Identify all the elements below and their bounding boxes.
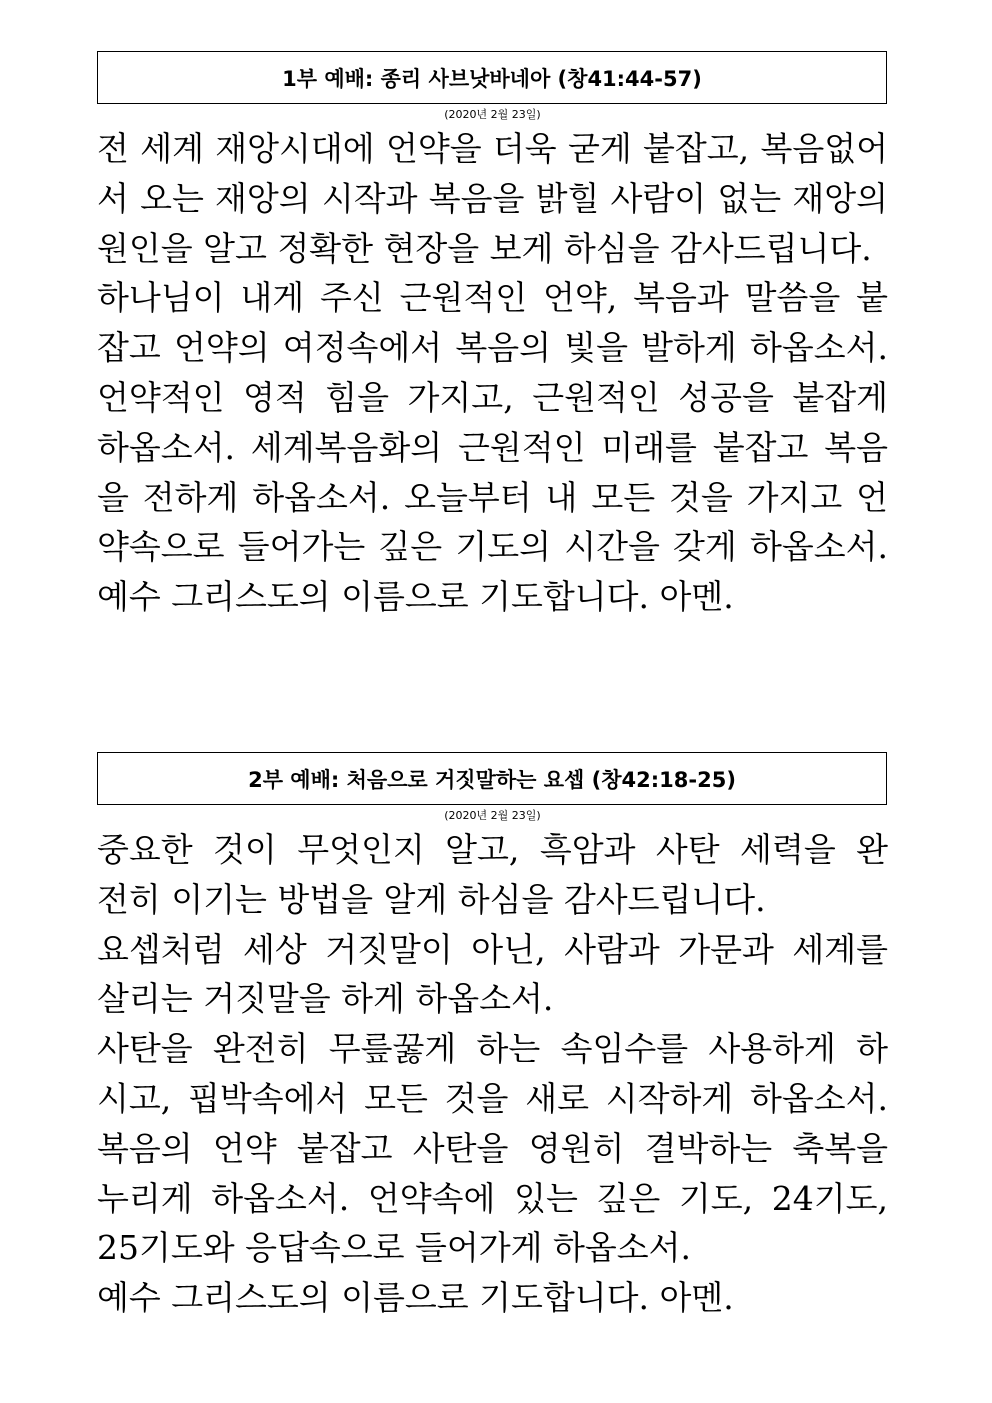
prayer-line: 잡고 언약의 여정속에서 복음의 빛을 발하게 하옵소서. bbox=[97, 328, 888, 368]
prayer-line: 중요한 것이 무엇인지 알고, 흑암과 사탄 세력을 완 bbox=[97, 830, 888, 869]
prayer-line: 요셉처럼 세상 거짓말이 아닌, 사람과 가문과 세계를 bbox=[97, 929, 888, 969]
prayer-line: 예수 그리스도의 이름으로 기도합니다. 아멘. bbox=[97, 577, 734, 617]
prayer-line: 살리는 거짓말을 하게 하옵소서. bbox=[97, 979, 554, 1019]
prayer-line: 25기도와 응답속으로 들어가게 하옵소서. bbox=[97, 1228, 691, 1268]
section-title-box bbox=[97, 752, 887, 805]
prayer-text bbox=[97, 124, 888, 622]
prayer-line: 전 세계 재앙시대에 언약을 더욱 굳게 붙잡고, 복음없어 bbox=[97, 129, 888, 168]
prayer-line: 예수 그리스도의 이름으로 기도합니다. 아멘. bbox=[97, 1278, 734, 1318]
prayer-line: 을 전하게 하옵소서. 오늘부터 내 모든 것을 가지고 언 bbox=[97, 477, 888, 517]
prayer-line: 시고, 핍박속에서 모든 것을 새로 시작하게 하옵소서. bbox=[97, 1078, 888, 1118]
prayer-line: 사탄을 완전히 무릎꿇게 하는 속임수를 사용하게 하 bbox=[97, 1029, 888, 1069]
prayer-line: 전히 이기는 방법을 알게 하심을 감사드립니다. bbox=[97, 879, 766, 919]
prayer-section-2 bbox=[97, 752, 888, 1323]
section-date: (2020년 2월 23일) bbox=[444, 809, 541, 822]
prayer-line: 서 오는 재앙의 시작과 복음을 밝힐 사람이 없는 재앙의 bbox=[97, 178, 888, 218]
prayer-section-1 bbox=[97, 51, 888, 622]
prayer-line: 하옵소서. 세계복음화의 근원적인 미래를 붙잡고 복음 bbox=[97, 427, 888, 467]
prayer-line: 누리게 하옵소서. 언약속에 있는 깊은 기도, 24기도, bbox=[97, 1178, 888, 1218]
prayer-line: 하나님이 내게 주신 근원적인 언약, 복음과 말씀을 붙 bbox=[97, 278, 888, 318]
prayer-line: 복음의 언약 붙잡고 사탄을 영원히 결박하는 축복을 bbox=[97, 1128, 888, 1168]
prayer-text bbox=[97, 825, 888, 1323]
prayer-line: 원인을 알고 정확한 현장을 보게 하심을 감사드립니다. bbox=[97, 228, 872, 268]
section-title: 2부 예배: 처음으로 거짓말하는 요셉 (창42:18-25) bbox=[248, 767, 736, 792]
section-title: 1부 예배: 종리 사브낫바네아 (창41:44-57) bbox=[282, 66, 702, 91]
section-date: (2020년 2월 23일) bbox=[444, 108, 541, 121]
prayer-line: 언약적인 영적 힘을 가지고, 근원적인 성공을 붙잡게 bbox=[97, 377, 888, 417]
prayer-line: 약속으로 들어가는 깊은 기도의 시간을 갖게 하옵소서. bbox=[97, 527, 888, 567]
section-title-box bbox=[97, 51, 887, 104]
